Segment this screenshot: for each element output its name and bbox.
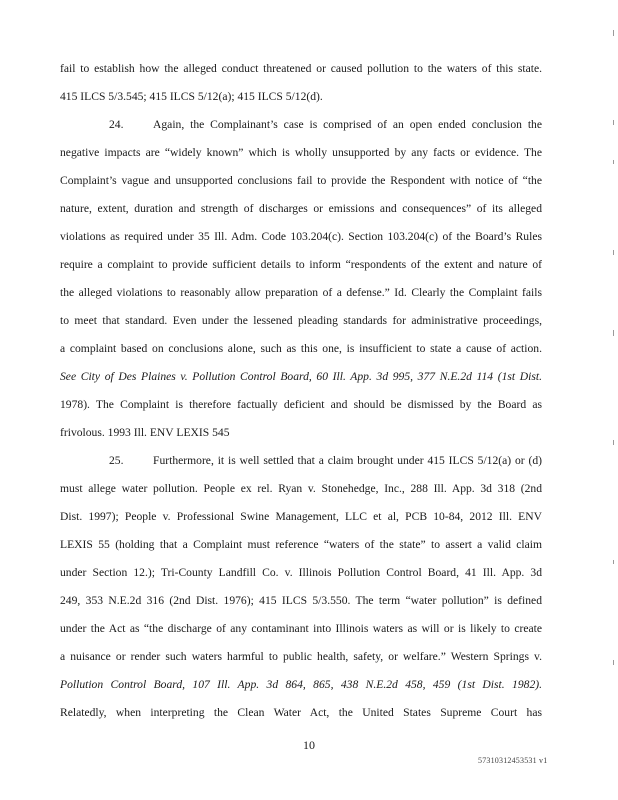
- text-line: Again, the Complainant’s case is comprised of an open ended conclusion the: [153, 118, 542, 131]
- paragraph-number: 24.: [109, 118, 124, 131]
- text-line: Complaint’s vague and unsupported conclusions fail to provide the Respondent with notice of “the: [60, 174, 542, 187]
- scan-edge-mark: [613, 330, 614, 336]
- text-line: 415 ILCS 5/3.545; 415 ILCS 5/12(a); 415 ILCS 5/12(d).: [60, 90, 323, 103]
- text-line: violations as required under 35 Ill. Adm. Code 103.204(c). Section 103.204(c) of the Board’s Rules: [60, 230, 542, 243]
- text-line: frivolous. 1993 Ill. ENV LEXIS 545: [60, 426, 230, 439]
- text-line: LEXIS 55 (holding that a Complaint must reference “waters of the state” to assert a valid claim: [60, 538, 542, 551]
- text-line: under Section 12.); Tri-County Landfill Co. v. Illinois Pollution Control Board, 41 Ill. App. 3d: [60, 566, 542, 579]
- text-line: must allege water pollution. People ex rel. Ryan v. Stonehedge, Inc., 288 Ill. App. 3d 318 (2nd: [60, 482, 542, 495]
- scan-edge-mark: [613, 160, 614, 164]
- scan-edge-mark: [613, 660, 614, 665]
- text-line: under the Act as “the discharge of any contaminant into Illinois waters as will or is likely to create: [60, 622, 542, 635]
- text-line: 249, 353 N.E.2d 316 (2nd Dist. 1976); 415 ILCS 5/3.550. The term “water pollution” is defined: [60, 594, 542, 607]
- page-number: 10: [303, 738, 315, 752]
- text-line: the alleged violations to reasonably allow preparation of a defense.” Id. Clearly the Complaint fails: [60, 286, 542, 299]
- text-line: negative impacts are “widely known” which is wholly unsupported by any facts or evidence. The: [60, 146, 542, 159]
- text-line: Dist. 1997); People v. Professional Swine Management, LLC et al, PCB 10-84, 2012 Ill. ENV: [60, 510, 542, 523]
- text-line: to meet that standard. Even under the lessened pleading standards for administrative proceedings,: [60, 314, 542, 327]
- scan-edge-mark: [613, 120, 614, 125]
- text-line: 1978). The Complaint is therefore factually deficient and should be dismissed by the Board as: [60, 398, 542, 411]
- text-line: nature, extent, duration and strength of discharges or emissions and consequences” of its alleged: [60, 202, 542, 215]
- text-line: Pollution Control Board, 107 Ill. App. 3d 864, 865, 438 N.E.2d 458, 459 (1st Dist. 1982).: [60, 678, 542, 691]
- document-id: 57310312453531 v1: [478, 756, 548, 765]
- scan-edge-mark: [613, 30, 614, 36]
- paragraph-number: 25.: [109, 454, 124, 467]
- text-line: Furthermore, it is well settled that a claim brought under 415 ILCS 5/12(a) or (d): [153, 454, 542, 467]
- text-line: a complaint based on conclusions alone, such as this one, is insufficient to state a cause of action.: [60, 342, 542, 355]
- text-line: require a complaint to provide sufficient details to inform “respondents of the extent and nature of: [60, 258, 542, 271]
- scan-edge-mark: [613, 560, 614, 564]
- text-line: a nuisance or render such waters harmful to public health, safety, or welfare.” Western Springs v.: [60, 650, 542, 663]
- text-line: fail to establish how the alleged conduct threatened or caused pollution to the waters of this state.: [60, 62, 542, 75]
- scan-edge-mark: [613, 440, 614, 445]
- text-line: Relatedly, when interpreting the Clean Water Act, the United States Supreme Court has: [60, 706, 542, 719]
- text-line: See City of Des Plaines v. Pollution Control Board, 60 Ill. App. 3d 995, 377 N.E.2d 114 (1st Dist.: [60, 370, 542, 383]
- scan-edge-mark: [613, 250, 614, 255]
